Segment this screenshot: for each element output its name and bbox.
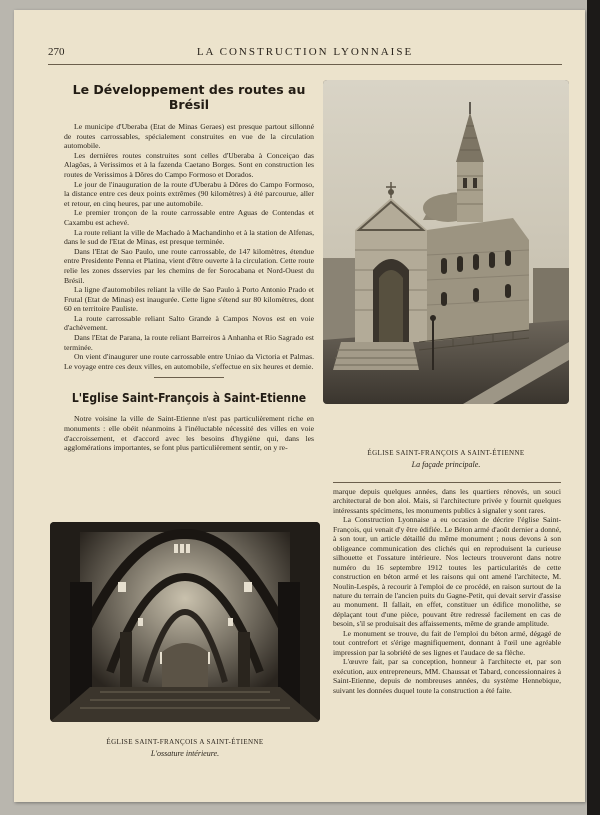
paragraph: Les dernières routes construites sont celles d'Uberaba à Conceiçao das Alagôas, à Verissimos et à la fazenda Caetano Borges. Sont en construction les routes de Verissimos à Dôres do Campo Formoso et Dorados.	[64, 150, 314, 179]
church-interior-illustration	[50, 522, 320, 722]
caption-church-interior	[50, 738, 320, 758]
paragraph: Dans l'Etat de Parana, la route reliant Barreiros à Anhanha et Rio Sagrado est terminée.	[64, 333, 314, 352]
paragraph: On vient d'inaugurer une route carrossable entre Uniao da Victoria et Palmas. Le voyage entre ces deux villes, en automobile, s'effectue en six heures et demie.	[64, 352, 314, 371]
caption-subtitle: La façade principale.	[411, 460, 481, 469]
column-rule	[333, 482, 561, 483]
paragraph: L'œuvre fait, par sa conception, honneur à l'architecte et, par son exécution, aux entrepreneurs, MM. Chaussat et Tabard, concessionnaires à Saint-Etienne, depuis de nombreuses années, du système Hennebique, suivant les données duquel toute la construction a été faite.	[333, 657, 561, 695]
article-title-routes-bresil: Le Développement des routes au Brésil	[72, 82, 306, 112]
caption-church-facade	[323, 449, 569, 469]
paragraph: La ligne d'automobiles reliant la ville de Sao Paulo à Porto Antonio Prado et Frutal (Etat de Minas) est inaugurée. Cette ligne s'étend sur 80 kilomètres, dont 60 en territoire Pauliste.	[64, 285, 314, 314]
caption-subtitle: L'ossature intérieure.	[150, 749, 220, 758]
article-title-eglise: L'Eglise Saint-François à Saint-Etienne	[71, 391, 307, 406]
photo-church-interior	[50, 522, 320, 722]
paragraph: Le monument se trouve, du fait de l'emploi du béton armé, dégagé de tout contrefort et s'érige magnifiquement, donnant à l'œil une agréable impression par la sobriété de ses lignes et l'audace de sa flèche.	[333, 628, 561, 657]
left-column	[64, 76, 314, 453]
journal-title: LA CONSTRUCTION LYONNAISE	[196, 46, 414, 58]
church-facade-illustration	[323, 80, 569, 404]
article-body-routes-bresil	[64, 122, 314, 371]
paragraph: La Construction Lyonnaise a eu occasion de décrire l'église Saint-François, qui venait d'y être édifiée. Le Béton armé d'août dernier a donné, à son tour, un article détaillé du même monument ; nous devons à son obligeance communication des clichés qui en reproduisent la curieuse silhouette et l'ossature intérieure. Nos lecteurs trouveront dans notre numéro du 16 septembre 1912 toutes les particularités de cette construction en béton armé et les raisons qui ont amené l'architecte, M. Noulin-Lespès, à recourir à l'emploi de ce procédé, en raison surtout de la nature du terrain de l'ancien puits du Gagne-Petit, qui devait servir d'assise au monument. Il fallait, en effet, constituer un édifice monolithe, se déplaçant tout d'une pièce, pouvant être redressé facilement en cas de besoin, s'il se produisait des affaissements, même de grande amplitude.	[333, 515, 561, 629]
caption-title: ÉGLISE SAINT-FRANÇOIS A SAINT-ÉTIENNE	[106, 738, 264, 746]
paragraph: Dans l'Etat de Sao Paulo, une route carrossable, de 147 kilomètres, étendue entre Presidente Penna et Platina, vient d'être ouverte à la circulation. Cette route relie les zones dsservies par les chemins de fer Sorocabana et Nord-Ouest du Brésil.	[64, 246, 314, 285]
paragraph: Le jour de l'inauguration de la route d'Uberabu à Dôres do Campo Formoso, la distance entre ces deux points extrêmes (90 kilomètres) à été parcourue, aller et retour, en cinq heures, par une automobile.	[64, 179, 314, 208]
right-column	[333, 487, 561, 695]
article-intro-eglise: Notre voisine la ville de Saint-Etienne n'est pas particulièrement riche en monuments : elle obéit néanmoins à l'inéluctable nécessité des villes en voie d'accroissement, et d'accord avec les besoins d'hygiène qui, dans les agglomérations importantes, se font plus particulièrement sentir, on y re-	[64, 414, 314, 453]
paragraph: Le municipe d'Uberaba (Etat de Minas Geraes) est presque partout sillonné de routes carrossables, spécialement construites en vue de la circulation automobile.	[64, 122, 314, 151]
paragraph: Le premier tronçon de la route carrossable entre Aguas de Contendas et Caxambu est achevé.	[64, 208, 314, 227]
section-divider	[154, 377, 224, 379]
book-binding-edge	[587, 0, 600, 815]
paragraph: La route reliant la ville de Machado à Machandinho et à la station de Alfenas, dans le sud de l'Etat de Minas, est presque terminée.	[64, 227, 314, 247]
photo-church-facade	[323, 80, 569, 404]
caption-title: ÉGLISE SAINT-FRANÇOIS A SAINT-ÉTIENNE	[367, 449, 525, 457]
header-rule	[48, 64, 562, 65]
paragraph: La route carrossable reliant Salto Grande à Campos Novos est en voie d'achèvement.	[64, 313, 314, 333]
page-number: 270	[48, 46, 65, 58]
page-header	[48, 46, 562, 60]
paragraph: marque depuis quelques années, dans les quartiers rénovés, un souci architectural de bon aloi. Mais, si l'architecture privée y fournit quelques intéressants spécimens, les monuments publics à signaler y sont rares.	[333, 487, 561, 515]
